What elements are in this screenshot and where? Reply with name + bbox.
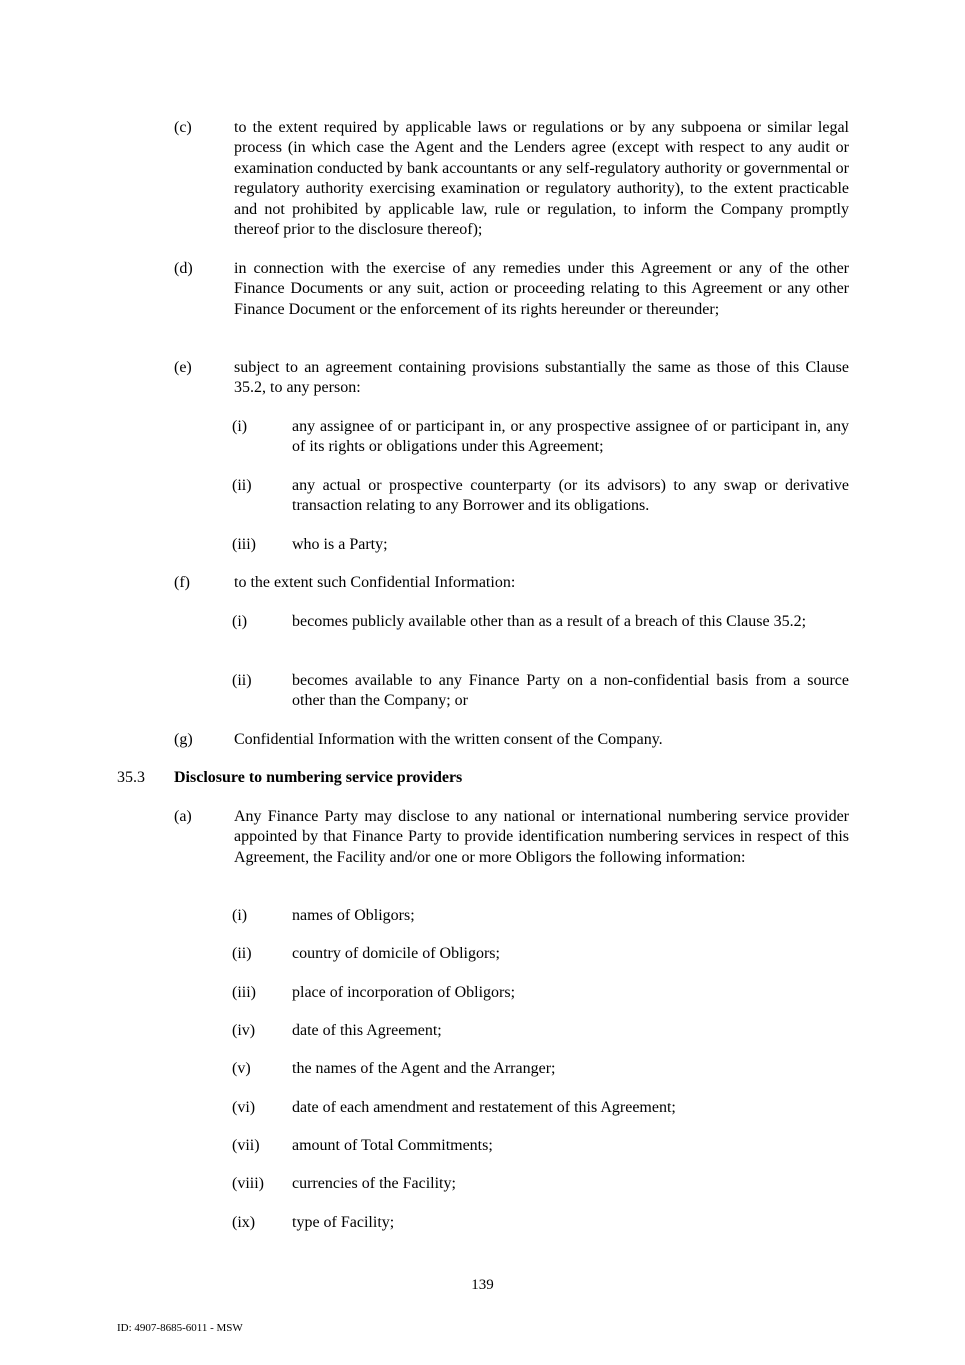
section-a-sub-text: date of this Agreement;: [292, 1022, 442, 1039]
item-e-sub-text: any actual or prospective counterparty (or its advisors) to any swap or derivative transaction relating to any Borrower and its obligations.: [292, 477, 849, 515]
section-a-sub-text: type of Facility;: [292, 1214, 395, 1231]
section-a-sub-text: date of each amendment and restatement of this Agreement;: [292, 1099, 676, 1116]
section-a-sub-text: amount of Total Commitments;: [292, 1137, 493, 1154]
item-e-sub-label: (i): [232, 418, 248, 435]
item-f-sub-label: (i): [232, 613, 248, 630]
item-e-sub-label: (ii): [232, 477, 252, 494]
item-d-label: (d): [174, 260, 193, 277]
item-g-text: Confidential Information with the written consent of the Company.: [234, 731, 663, 748]
section-a-sub-label: (ix): [232, 1214, 256, 1231]
item-f-sub-label: (ii): [232, 672, 252, 689]
page-number: 139: [471, 1277, 494, 1293]
section-a-sub-label: (i): [232, 907, 248, 924]
section-a-sub-label: (ii): [232, 945, 252, 962]
item-d-text: in connection with the exercise of any remedies under this Agreement or any of the other Finance Documents or any suit, action or proceeding relating to this Agreement or any other Finance Document or the enforcement of its rights hereunder or thereunder;: [234, 260, 849, 318]
item-f-text: to the extent such Confidential Information:: [234, 574, 516, 591]
section-a-sub-text: place of incorporation of Obligors;: [292, 984, 516, 1001]
section-a-label: (a): [174, 808, 192, 825]
section-a-sub-label: (v): [232, 1060, 251, 1077]
section-number: 35.3: [117, 769, 145, 786]
item-e-label: (e): [174, 359, 192, 376]
section-a-sub-label: (vi): [232, 1099, 256, 1116]
item-e-sub-text: any assignee of or participant in, or any prospective assignee of or participant in, any of its rights or obligations under this Agreement;: [292, 418, 849, 456]
item-e-sub-label: (iii): [232, 536, 256, 553]
item-f-sub-text: becomes available to any Finance Party on a non-confidential basis from a source other than the Company; or: [292, 672, 849, 710]
item-c-label: (c): [174, 119, 192, 136]
section-a-sub-label: (viii): [232, 1175, 264, 1192]
section-a-sub-text: country of domicile of Obligors;: [292, 945, 500, 962]
section-a-sub-text: currencies of the Facility;: [292, 1175, 456, 1192]
item-f-label: (f): [174, 574, 190, 591]
section-a-sub-label: (iii): [232, 984, 256, 1001]
item-f-sub-text: becomes publicly available other than as a result of a breach of this Clause 35.2;: [292, 613, 807, 630]
section-a-sub-label: (vii): [232, 1137, 260, 1154]
item-c-text: to the extent required by applicable laws or regulations or by any subpoena or similar legal process (in which case the Agent and the Lenders agree (except with respect to any audit or examination conducted by bank accountants or any self-regulatory authority or governmental or regulatory authority exercising examination or regulatory authority), to the extent practicable and not prohibited by applicable law, rule or regulation, to inform the Company promptly thereof prior to the disclosure thereof);: [234, 119, 849, 239]
item-g-label: (g): [174, 731, 193, 748]
section-a-text: Any Finance Party may disclose to any national or international numbering service provider appointed by that Finance Party to provide identification numbering services in respect of this Agreement, the Facility and/or one or more Obligors the following information:: [234, 808, 849, 866]
section-a-sub-label: (iv): [232, 1022, 256, 1039]
document-id: ID: 4907-8685-6011 - MSW: [117, 1322, 243, 1334]
section-a-sub-text: the names of the Agent and the Arranger;: [292, 1060, 556, 1077]
item-e-text: subject to an agreement containing provisions substantially the same as those of this Clause 35.2, to any person:: [234, 359, 849, 397]
section-title: Disclosure to numbering service providers: [174, 769, 463, 786]
section-a-sub-text: names of Obligors;: [292, 907, 415, 924]
item-e-sub-text: who is a Party;: [292, 536, 388, 553]
